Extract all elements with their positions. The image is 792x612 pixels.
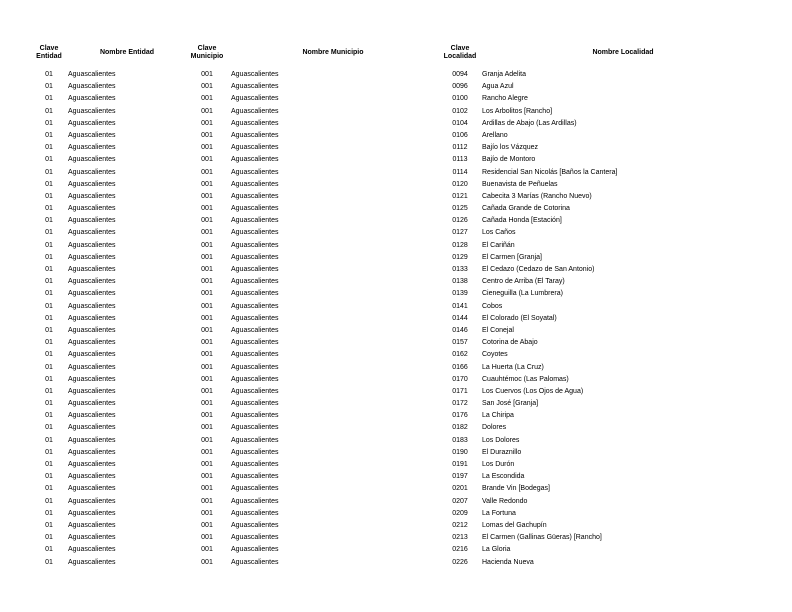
cell-clave-municipio: 001: [201, 375, 213, 383]
cell-clave-localidad: 0100: [452, 95, 468, 103]
cell-clave-municipio: 001: [201, 473, 213, 481]
cell-nombre-localidad: Cobos: [482, 302, 503, 310]
cell-clave-entidad: 01: [45, 534, 53, 542]
cell-clave-municipio: 001: [201, 546, 213, 554]
cell-clave-localidad: 0166: [452, 363, 468, 371]
table-row: [30, 398, 764, 410]
cell-nombre-entidad: Aguascalientes: [68, 314, 116, 322]
cell-clave-municipio: 001: [201, 497, 213, 505]
cell-clave-entidad: 01: [45, 302, 53, 310]
cell-nombre-localidad: La Gloria: [482, 546, 511, 554]
cell-clave-localidad: 0183: [452, 436, 468, 444]
cell-nombre-localidad: El Carmen [Granja]: [482, 253, 542, 261]
cell-clave-localidad: 0126: [452, 217, 468, 225]
cell-clave-municipio: 001: [201, 363, 213, 371]
cell-nombre-municipio: Aguascalientes: [231, 351, 279, 359]
cell-clave-municipio: 001: [201, 107, 213, 115]
cell-clave-municipio: 001: [201, 144, 213, 152]
cell-nombre-entidad: Aguascalientes: [68, 241, 116, 249]
cell-clave-entidad: 01: [45, 253, 53, 261]
cell-clave-entidad: 01: [45, 558, 53, 566]
cell-clave-municipio: 001: [201, 241, 213, 249]
table-row: [30, 508, 764, 520]
cell-nombre-entidad: Aguascalientes: [68, 546, 116, 554]
cell-clave-localidad: 0209: [452, 509, 468, 517]
cell-clave-municipio: 001: [201, 302, 213, 310]
table-row: [30, 349, 764, 361]
cell-clave-localidad: 0226: [452, 558, 468, 566]
cell-nombre-municipio: Aguascalientes: [231, 302, 279, 310]
cell-clave-localidad: 0197: [452, 473, 468, 481]
cell-clave-entidad: 01: [45, 375, 53, 383]
cell-nombre-entidad: Aguascalientes: [68, 473, 116, 481]
cell-nombre-localidad: Cabecita 3 Marías (Rancho Nuevo): [482, 192, 592, 200]
cell-clave-localidad: 0125: [452, 205, 468, 213]
table-row: [30, 520, 764, 532]
cell-clave-municipio: 001: [201, 119, 213, 127]
cell-nombre-municipio: Aguascalientes: [231, 363, 279, 371]
cell-nombre-entidad: Aguascalientes: [68, 229, 116, 237]
cell-clave-entidad: 01: [45, 83, 53, 91]
cell-nombre-entidad: Aguascalientes: [68, 339, 116, 347]
cell-nombre-municipio: Aguascalientes: [231, 241, 279, 249]
cell-clave-municipio: 001: [201, 278, 213, 286]
cell-clave-entidad: 01: [45, 400, 53, 408]
cell-clave-entidad: 01: [45, 363, 53, 371]
cell-nombre-localidad: Cotorina de Abajo: [482, 339, 538, 347]
cell-clave-municipio: 001: [201, 253, 213, 261]
cell-nombre-localidad: Bajío los Vázquez: [482, 144, 539, 152]
cell-clave-localidad: 0144: [452, 314, 468, 322]
cell-clave-localidad: 0216: [452, 546, 468, 554]
cell-nombre-localidad: Los Dolores: [482, 436, 520, 444]
cell-nombre-localidad: Bajío de Montoro: [482, 156, 536, 164]
cell-clave-municipio: 001: [201, 485, 213, 493]
header-clave-municipio: Clave Municipio: [190, 45, 224, 60]
header-nombre-localidad: Nombre Localidad: [592, 49, 654, 56]
cell-clave-localidad: 0157: [452, 339, 468, 347]
cell-nombre-localidad: Hacienda Nueva: [482, 558, 534, 566]
cell-clave-entidad: 01: [45, 424, 53, 432]
cell-nombre-entidad: Aguascalientes: [68, 558, 116, 566]
cell-clave-localidad: 0133: [452, 266, 468, 273]
table-row: [30, 325, 764, 337]
cell-nombre-municipio: Aguascalientes: [231, 229, 279, 237]
cell-clave-entidad: 01: [45, 144, 53, 152]
cell-nombre-localidad: Valle Redondo: [482, 497, 528, 505]
cell-nombre-entidad: Aguascalientes: [68, 302, 116, 310]
cell-clave-localidad: 0162: [452, 351, 468, 359]
cell-clave-localidad: 0113: [452, 156, 468, 164]
cell-clave-localidad: 0096: [452, 83, 468, 91]
cell-clave-entidad: 01: [45, 241, 53, 249]
table-row: [30, 69, 764, 81]
cell-clave-municipio: 001: [201, 387, 213, 395]
cell-nombre-localidad: Cuauhtémoc (Las Palomas): [482, 375, 569, 383]
cell-nombre-entidad: Aguascalientes: [68, 363, 116, 371]
cell-clave-localidad: 0212: [452, 521, 468, 529]
cell-clave-entidad: 01: [45, 278, 53, 286]
cell-nombre-entidad: Aguascalientes: [68, 144, 116, 152]
cell-clave-entidad: 01: [45, 546, 53, 554]
cell-nombre-localidad: Brande Vin [Bodegas]: [482, 485, 550, 493]
cell-nombre-entidad: Aguascalientes: [68, 71, 116, 78]
cell-nombre-localidad: Dolores: [482, 424, 507, 432]
cell-clave-municipio: 001: [201, 290, 213, 298]
table-row: [30, 191, 764, 203]
table-row: [30, 301, 764, 313]
cell-clave-localidad: 0104: [452, 119, 468, 127]
cell-nombre-localidad: San José [Granja]: [482, 400, 539, 408]
table-row: [30, 179, 764, 191]
cell-clave-entidad: 01: [45, 497, 53, 505]
cell-clave-entidad: 01: [45, 448, 53, 456]
cell-clave-municipio: 001: [201, 521, 213, 529]
cell-nombre-localidad: El Cedazo (Cedazo de San Antonio): [482, 266, 595, 273]
cell-nombre-municipio: Aguascalientes: [231, 412, 279, 420]
cell-clave-entidad: 01: [45, 131, 53, 139]
cell-nombre-municipio: Aguascalientes: [231, 217, 279, 225]
cell-nombre-municipio: Aguascalientes: [231, 278, 279, 286]
cell-nombre-municipio: Aguascalientes: [231, 131, 279, 139]
cell-clave-entidad: 01: [45, 119, 53, 127]
cell-nombre-municipio: Aguascalientes: [231, 424, 279, 432]
cell-clave-municipio: 001: [201, 192, 213, 200]
cell-nombre-localidad: Los Cuervos (Los Ojos de Agua): [482, 387, 584, 395]
table-row: [30, 544, 764, 556]
table-row: [30, 203, 764, 215]
cell-clave-municipio: 001: [201, 436, 213, 444]
cell-clave-municipio: 001: [201, 448, 213, 456]
cell-nombre-entidad: Aguascalientes: [68, 192, 116, 200]
cell-clave-municipio: 001: [201, 326, 213, 334]
cell-clave-entidad: 01: [45, 192, 53, 200]
cell-clave-localidad: 0171: [452, 387, 468, 395]
cell-nombre-entidad: Aguascalientes: [68, 205, 116, 213]
table-row: [30, 93, 764, 105]
table-row: [30, 557, 764, 569]
cell-clave-entidad: 01: [45, 266, 53, 273]
cell-clave-localidad: 0114: [452, 168, 468, 176]
cell-nombre-entidad: Aguascalientes: [68, 424, 116, 432]
cell-nombre-entidad: Aguascalientes: [68, 400, 116, 408]
table-row: [30, 130, 764, 142]
cell-nombre-entidad: Aguascalientes: [68, 95, 116, 103]
cell-clave-localidad: 0139: [452, 290, 468, 298]
cell-clave-localidad: 0213: [452, 534, 468, 542]
table-row: [30, 167, 764, 179]
cell-clave-entidad: 01: [45, 412, 53, 420]
cell-clave-entidad: 01: [45, 326, 53, 334]
cell-nombre-municipio: Aguascalientes: [231, 253, 279, 261]
cell-clave-localidad: 0102: [452, 107, 468, 115]
cell-clave-municipio: 001: [201, 558, 213, 566]
table-row: [30, 374, 764, 386]
cell-nombre-entidad: Aguascalientes: [68, 156, 116, 164]
cell-clave-entidad: 01: [45, 436, 53, 444]
cell-nombre-entidad: Aguascalientes: [68, 107, 116, 115]
cell-clave-entidad: 01: [45, 229, 53, 237]
cell-clave-localidad: 0120: [452, 180, 468, 188]
cell-nombre-localidad: Lomas del Gachupín: [482, 521, 547, 529]
cell-nombre-entidad: Aguascalientes: [68, 436, 116, 444]
cell-nombre-municipio: Aguascalientes: [231, 168, 279, 176]
cell-clave-entidad: 01: [45, 71, 53, 78]
cell-nombre-municipio: Aguascalientes: [231, 448, 279, 456]
cell-nombre-municipio: Aguascalientes: [231, 546, 279, 554]
cell-clave-municipio: 001: [201, 205, 213, 213]
header-clave-entidad: Clave Entidad: [36, 45, 62, 60]
cell-nombre-entidad: Aguascalientes: [68, 351, 116, 359]
cell-nombre-localidad: El Conejal: [482, 326, 514, 334]
cell-nombre-municipio: Aguascalientes: [231, 266, 279, 273]
cell-nombre-entidad: Aguascalientes: [68, 119, 116, 127]
cell-nombre-municipio: Aguascalientes: [231, 180, 279, 188]
cell-nombre-entidad: Aguascalientes: [68, 253, 116, 261]
cell-nombre-localidad: Cañada Grande de Cotorina: [482, 205, 570, 213]
table-row: [30, 106, 764, 118]
cell-nombre-entidad: Aguascalientes: [68, 387, 116, 395]
cell-clave-municipio: 001: [201, 424, 213, 432]
cell-clave-entidad: 01: [45, 509, 53, 517]
cell-clave-localidad: 0129: [452, 253, 468, 261]
cell-clave-municipio: 001: [201, 217, 213, 225]
cell-clave-localidad: 0176: [452, 412, 468, 420]
cell-clave-municipio: 001: [201, 400, 213, 408]
cell-nombre-localidad: El Colorado (El Soyatal): [482, 314, 557, 322]
cell-nombre-entidad: Aguascalientes: [68, 521, 116, 529]
table-row: [30, 483, 764, 495]
cell-nombre-municipio: Aguascalientes: [231, 71, 279, 78]
cell-nombre-localidad: Coyotes: [482, 351, 508, 359]
cell-nombre-localidad: Agua Azul: [482, 83, 514, 91]
cell-nombre-localidad: Ardillas de Abajo (Las Ardillas): [482, 119, 577, 127]
table-row: [30, 154, 764, 166]
cell-nombre-entidad: Aguascalientes: [68, 497, 116, 505]
cell-nombre-entidad: Aguascalientes: [68, 534, 116, 542]
cell-clave-municipio: 001: [201, 71, 213, 78]
cell-nombre-entidad: Aguascalientes: [68, 485, 116, 493]
cell-clave-entidad: 01: [45, 351, 53, 359]
cell-clave-entidad: 01: [45, 473, 53, 481]
table-row: [30, 264, 764, 276]
cell-clave-entidad: 01: [45, 217, 53, 225]
cell-nombre-entidad: Aguascalientes: [68, 509, 116, 517]
cell-nombre-localidad: Cañada Honda [Estación]: [482, 217, 562, 225]
cell-clave-municipio: 001: [201, 83, 213, 91]
cell-clave-localidad: 0170: [452, 375, 468, 383]
cell-nombre-municipio: Aguascalientes: [231, 473, 279, 481]
cell-nombre-entidad: Aguascalientes: [68, 168, 116, 176]
cell-nombre-municipio: Aguascalientes: [231, 192, 279, 200]
cell-nombre-entidad: Aguascalientes: [68, 448, 116, 456]
cell-nombre-entidad: Aguascalientes: [68, 180, 116, 188]
table-row: [30, 532, 764, 544]
cell-clave-localidad: 0146: [452, 326, 468, 334]
cell-clave-entidad: 01: [45, 180, 53, 188]
cell-nombre-entidad: Aguascalientes: [68, 412, 116, 420]
cell-clave-entidad: 01: [45, 156, 53, 164]
cell-nombre-localidad: Cieneguilla (La Lumbrera): [482, 290, 563, 298]
cell-nombre-localidad: La Escondida: [482, 473, 525, 481]
table-row: [30, 362, 764, 374]
cell-nombre-municipio: Aguascalientes: [231, 375, 279, 383]
cell-nombre-municipio: Aguascalientes: [231, 314, 279, 322]
cell-nombre-localidad: Residencial San Nicolás [Baños la Cantera]: [482, 168, 618, 176]
cell-nombre-municipio: Aguascalientes: [231, 509, 279, 517]
cell-clave-entidad: 01: [45, 107, 53, 115]
header-clave-localidad: Clave Localidad: [443, 45, 477, 60]
table-row: [30, 471, 764, 483]
table-row: [30, 459, 764, 471]
cell-clave-municipio: 001: [201, 168, 213, 176]
cell-nombre-localidad: Los Arbolitos [Rancho]: [482, 107, 553, 115]
cell-clave-localidad: 0190: [452, 448, 468, 456]
cell-clave-entidad: 01: [45, 485, 53, 493]
table-row: [30, 410, 764, 422]
cell-nombre-municipio: Aguascalientes: [231, 558, 279, 566]
cell-nombre-municipio: Aguascalientes: [231, 497, 279, 505]
cell-clave-municipio: 001: [201, 229, 213, 237]
cell-clave-localidad: 0182: [452, 424, 468, 432]
cell-clave-municipio: 001: [201, 266, 213, 273]
cell-clave-municipio: 001: [201, 131, 213, 139]
cell-nombre-municipio: Aguascalientes: [231, 436, 279, 444]
cell-nombre-municipio: Aguascalientes: [231, 156, 279, 164]
cell-clave-entidad: 01: [45, 339, 53, 347]
cell-nombre-municipio: Aguascalientes: [231, 83, 279, 91]
table-row: [30, 313, 764, 325]
localities-table: [30, 42, 764, 569]
cell-clave-entidad: 01: [45, 205, 53, 213]
cell-nombre-localidad: Granja Adelita: [482, 71, 526, 78]
cell-nombre-municipio: Aguascalientes: [231, 485, 279, 493]
cell-nombre-municipio: Aguascalientes: [231, 205, 279, 213]
cell-clave-localidad: 0207: [452, 497, 468, 505]
cell-clave-entidad: 01: [45, 290, 53, 298]
cell-clave-localidad: 0112: [452, 144, 468, 152]
cell-nombre-entidad: Aguascalientes: [68, 217, 116, 225]
table-row: [30, 447, 764, 459]
cell-nombre-localidad: Los Caños: [482, 229, 516, 237]
cell-nombre-municipio: Aguascalientes: [231, 521, 279, 529]
cell-clave-municipio: 001: [201, 509, 213, 517]
cell-clave-localidad: 0141: [452, 302, 468, 310]
cell-clave-municipio: 001: [201, 339, 213, 347]
cell-nombre-municipio: Aguascalientes: [231, 339, 279, 347]
table-row: [30, 240, 764, 252]
table-row: [30, 118, 764, 130]
cell-nombre-localidad: Centro de Arriba (El Taray): [482, 278, 565, 286]
cell-nombre-localidad: El Duraznillo: [482, 448, 522, 456]
table-row: [30, 252, 764, 264]
cell-nombre-entidad: Aguascalientes: [68, 375, 116, 383]
cell-clave-entidad: 01: [45, 95, 53, 103]
table-row: [30, 422, 764, 434]
cell-nombre-localidad: La Huerta (La Cruz): [482, 363, 544, 371]
cell-clave-municipio: 001: [201, 412, 213, 420]
cell-nombre-entidad: Aguascalientes: [68, 131, 116, 139]
cell-clave-municipio: 001: [201, 461, 213, 468]
cell-nombre-localidad: La Fortuna: [482, 509, 516, 517]
cell-nombre-localidad: Arellano: [482, 131, 508, 139]
cell-clave-entidad: 01: [45, 461, 53, 468]
cell-clave-municipio: 001: [201, 95, 213, 103]
header-nombre-municipio: Nombre Municipio: [302, 49, 364, 56]
cell-clave-entidad: 01: [45, 387, 53, 395]
cell-clave-municipio: 001: [201, 314, 213, 322]
cell-clave-localidad: 0201: [452, 485, 468, 493]
cell-clave-localidad: 0106: [452, 131, 468, 139]
table-row: [30, 276, 764, 288]
table-row: [30, 81, 764, 93]
cell-clave-entidad: 01: [45, 521, 53, 529]
cell-nombre-municipio: Aguascalientes: [231, 95, 279, 103]
cell-clave-municipio: 001: [201, 156, 213, 164]
table-row: [30, 215, 764, 227]
cell-clave-localidad: 0191: [452, 461, 468, 468]
cell-nombre-localidad: El Cariñán: [482, 241, 515, 249]
table-row: [30, 337, 764, 349]
cell-nombre-municipio: Aguascalientes: [231, 387, 279, 395]
cell-nombre-localidad: La Chiripa: [482, 412, 514, 420]
table-header-row: [30, 42, 764, 64]
cell-nombre-entidad: Aguascalientes: [68, 461, 116, 468]
cell-nombre-entidad: Aguascalientes: [68, 278, 116, 286]
cell-nombre-entidad: Aguascalientes: [68, 326, 116, 334]
cell-nombre-municipio: Aguascalientes: [231, 144, 279, 152]
cell-clave-municipio: 001: [201, 180, 213, 188]
cell-clave-municipio: 001: [201, 534, 213, 542]
cell-nombre-municipio: Aguascalientes: [231, 119, 279, 127]
cell-clave-localidad: 0128: [452, 241, 468, 249]
cell-clave-localidad: 0172: [452, 400, 468, 408]
cell-clave-localidad: 0121: [452, 192, 468, 200]
cell-nombre-municipio: Aguascalientes: [231, 107, 279, 115]
cell-nombre-localidad: Los Durón: [482, 461, 515, 468]
table-row: [30, 386, 764, 398]
table-row: [30, 496, 764, 508]
cell-nombre-localidad: Rancho Alegre: [482, 95, 528, 103]
cell-clave-municipio: 001: [201, 351, 213, 359]
cell-nombre-municipio: Aguascalientes: [231, 534, 279, 542]
table-row: [30, 435, 764, 447]
table-row: [30, 142, 764, 154]
cell-clave-localidad: 0094: [452, 71, 468, 78]
cell-clave-localidad: 0127: [452, 229, 468, 237]
cell-nombre-municipio: Aguascalientes: [231, 326, 279, 334]
cell-nombre-localidad: El Carmen (Gallinas Güeras) [Rancho]: [482, 534, 602, 542]
cell-nombre-entidad: Aguascalientes: [68, 83, 116, 91]
cell-clave-localidad: 0138: [452, 278, 468, 286]
cell-clave-entidad: 01: [45, 314, 53, 322]
table-row: [30, 288, 764, 300]
cell-nombre-municipio: Aguascalientes: [231, 290, 279, 298]
table-body: [30, 69, 764, 569]
cell-nombre-municipio: Aguascalientes: [231, 400, 279, 408]
table-row: [30, 227, 764, 239]
cell-nombre-localidad: Buenavista de Peñuelas: [482, 180, 558, 188]
header-nombre-entidad: Nombre Entidad: [99, 49, 155, 56]
cell-clave-entidad: 01: [45, 168, 53, 176]
cell-nombre-municipio: Aguascalientes: [231, 461, 279, 468]
cell-nombre-entidad: Aguascalientes: [68, 290, 116, 298]
cell-nombre-entidad: Aguascalientes: [68, 266, 116, 273]
